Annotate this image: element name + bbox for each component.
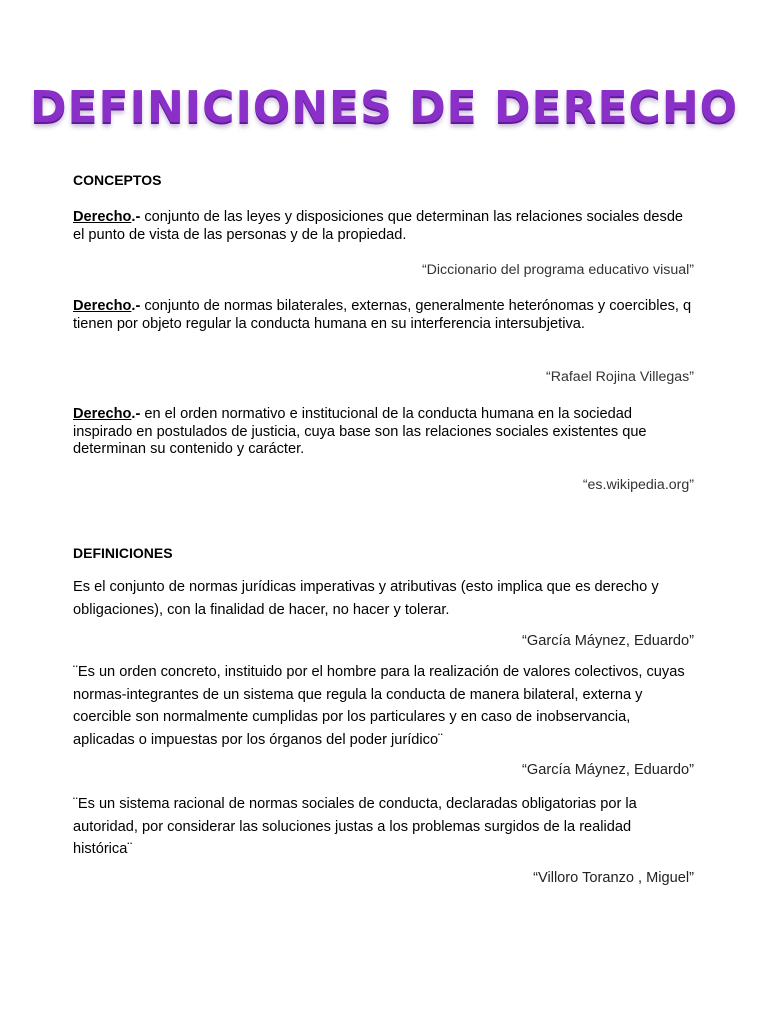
definicion-source-1: “García Máynez, Eduardo” <box>522 633 694 649</box>
definicion-source-2: “García Máynez, Eduardo” <box>522 762 694 778</box>
concepto-source-1: “Diccionario del programa educativo visual” <box>421 262 694 278</box>
definicion-paragraph-3: ¨Es un sistema racional de normas sociales de conducta, declaradas obligatorias por la autoridad, por considerar las soluciones justas a los problemas surgidos de la realidad histórica¨ <box>73 796 637 857</box>
concepto-dash: .- <box>131 209 141 225</box>
concepto-source-3: “es.wikipedia.org” <box>582 477 694 493</box>
concepto-text: conjunto de las leyes y disposiciones que determinan las relaciones sociales desde el punto de vista de las personas y de la propiedad. <box>73 209 684 243</box>
concepto-term: Derecho <box>73 406 132 422</box>
concepto-paragraph-3 <box>73 406 693 459</box>
definiciones-heading: DEFINICIONES <box>73 545 173 561</box>
concepto-text: conjunto de normas bilaterales, externas, generalmente heterónomas y coercibles, q tienen por objeto regular la conducta humana en su interferencia intersubjetiva. <box>73 298 692 332</box>
concepto-paragraph-1 <box>73 209 693 244</box>
concepto-paragraph-2 <box>73 298 693 333</box>
definicion-source-3: “Villoro Toranzo , Miguel” <box>533 870 694 886</box>
definicion-paragraph-1: Es el conjunto de normas jurídicas imperativas y atributivas (esto implica que es derecho y obligaciones), con la finalidad de hacer, no hacer y tolerar. <box>73 579 659 618</box>
conceptos-heading: CONCEPTOS <box>73 172 162 188</box>
concepto-term: Derecho <box>73 209 132 225</box>
definicion-paragraph-2: ¨Es un orden concreto, instituido por el hombre para la realización de valores colectivos, cuyas normas-integrantes de un sistema que regula la conducta de manera bilateral, externa y coercible son normalmente cumplidas por los particulares y en caso de inobservancia, aplicadas o impuestas por los órganos del poder jurídico¨ <box>73 664 685 748</box>
concepto-dash: .- <box>131 298 141 314</box>
document-title: DEFINICIONES DE DERECHO <box>29 82 739 133</box>
concepto-dash: .- <box>131 406 141 422</box>
concepto-term: Derecho <box>73 298 132 314</box>
concepto-source-2: “Rafael Rojina Villegas” <box>546 369 694 385</box>
concepto-text: en el orden normativo e institucional de la conducta humana en la sociedad inspirado en postulados de justicia, cuya base son las relaciones sociales existentes que determinan su contenido y carácter. <box>73 406 647 457</box>
